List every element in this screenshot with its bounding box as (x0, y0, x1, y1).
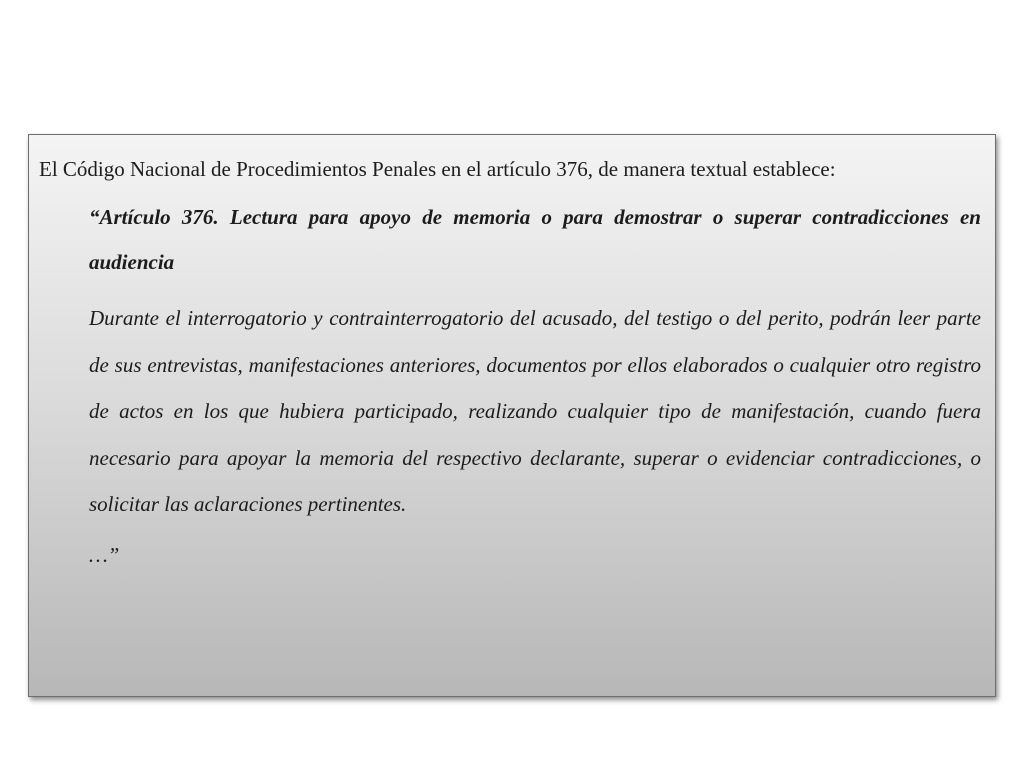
intro-paragraph: El Código Nacional de Procedimientos Penales en el artículo 376, de manera textual establece: (39, 157, 836, 181)
article-quote (89, 195, 981, 578)
article-ellipsis: …” (89, 542, 120, 567)
quote-text-box (28, 134, 996, 697)
article-title: “Artículo 376. Lectura para apoyo de memoria o para demostrar o superar contradicciones en audiencia (89, 205, 981, 274)
article-body: Durante el interrogatorio y contrainterrogatorio del acusado, del testigo o del perito, podrán leer parte de sus entrevistas, manifestaciones anteriores, documentos por ellos elaborados o cualquier otro registro de actos en los que hubiera participado, realizando cualquier tipo de manifestación, cuando fuera necesario para apoyar la memoria del respectivo declarante, superar o evidenciar contradicciones, o solicitar las aclaraciones pertinentes. (89, 306, 981, 516)
